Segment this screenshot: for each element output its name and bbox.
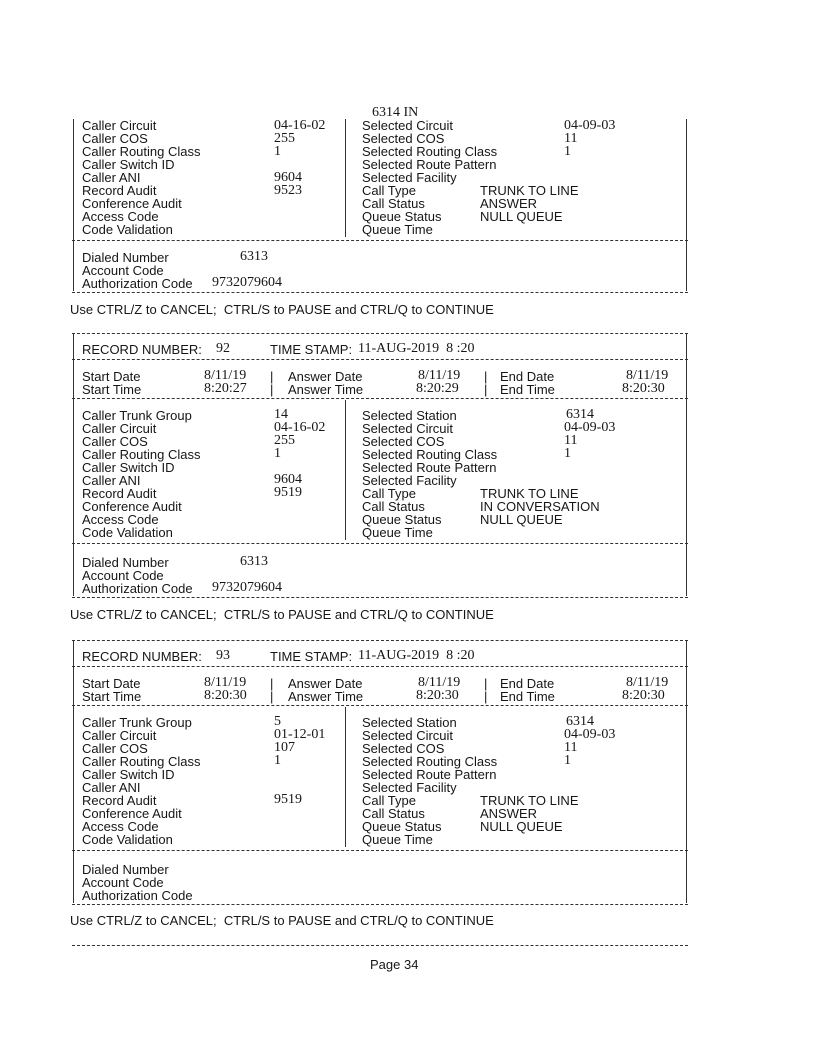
separator-pipe: | bbox=[270, 369, 274, 384]
field-value: 1 bbox=[564, 446, 571, 461]
field-label: Caller Trunk Group bbox=[82, 408, 192, 423]
field-label: Call Status bbox=[362, 499, 425, 514]
field-label: Selected COS bbox=[362, 741, 445, 756]
field-value: 1 bbox=[564, 144, 571, 159]
field-label: Selected COS bbox=[362, 131, 445, 146]
field-value: 8/11/19 bbox=[418, 368, 461, 383]
field-label: Caller Routing Class bbox=[82, 144, 201, 159]
record-number: 93 bbox=[216, 648, 230, 663]
field-value: ANSWER bbox=[480, 806, 538, 821]
field-value: 107 bbox=[274, 740, 295, 755]
field-value: 8:20:30 bbox=[622, 688, 665, 703]
field-label: Record Audit bbox=[82, 183, 157, 198]
field-label: End Time bbox=[500, 689, 555, 704]
field-label: Code Validation bbox=[82, 222, 173, 237]
separator-pipe: | bbox=[484, 676, 488, 691]
field-value: 9732079604 bbox=[212, 275, 282, 290]
field-label: Access Code bbox=[82, 512, 159, 527]
field-value: 04-09-03 bbox=[564, 727, 616, 742]
column-separator bbox=[345, 400, 346, 540]
field-label: Account Code bbox=[82, 263, 164, 278]
separator-pipe: | bbox=[270, 689, 274, 704]
field-label: Account Code bbox=[82, 875, 164, 890]
field-value: 255 bbox=[274, 433, 295, 448]
field-label: Caller ANI bbox=[82, 170, 141, 185]
field-label: Caller ANI bbox=[82, 473, 141, 488]
field-label: Caller Circuit bbox=[82, 728, 157, 743]
divider bbox=[72, 543, 688, 544]
field-label: Answer Time bbox=[288, 382, 364, 397]
field-label: Selected Facility bbox=[362, 473, 457, 488]
field-value: 8:20:27 bbox=[204, 381, 247, 396]
left-border bbox=[73, 641, 74, 903]
page-number: Page 34 bbox=[370, 957, 419, 972]
partial-header-fragment: 6314 IN bbox=[372, 105, 419, 120]
field-label: Selected Circuit bbox=[362, 421, 454, 436]
field-value: 6313 bbox=[240, 249, 268, 264]
field-label: Selected Station bbox=[362, 715, 457, 730]
field-value: 8/11/19 bbox=[626, 675, 669, 690]
field-label: Conference Audit bbox=[82, 806, 182, 821]
field-value: NULL QUEUE bbox=[480, 209, 563, 224]
field-label: Call Type bbox=[362, 183, 416, 198]
field-label: Access Code bbox=[82, 209, 159, 224]
field-value: 11 bbox=[564, 433, 578, 448]
field-label: Selected Circuit bbox=[362, 728, 454, 743]
left-border bbox=[73, 119, 74, 291]
field-label: Caller COS bbox=[82, 434, 148, 449]
divider bbox=[72, 359, 688, 360]
field-value: 1 bbox=[564, 753, 571, 768]
field-label: Start Time bbox=[82, 382, 142, 397]
field-label: Conference Audit bbox=[82, 196, 182, 211]
separator-pipe: | bbox=[484, 689, 488, 704]
field-value: TRUNK TO LINE bbox=[480, 486, 579, 501]
field-label: Caller Switch ID bbox=[82, 157, 175, 172]
field-value: 04-16-02 bbox=[274, 118, 326, 133]
field-value: 04-09-03 bbox=[564, 420, 616, 435]
timestamp-label: TIME STAMP: bbox=[270, 342, 353, 357]
divider bbox=[72, 850, 688, 851]
column-separator bbox=[345, 707, 346, 847]
field-label: Caller Routing Class bbox=[82, 447, 201, 462]
field-value: 1 bbox=[274, 446, 281, 461]
field-label: Selected Routing Class bbox=[362, 447, 498, 462]
field-label: Authorization Code bbox=[82, 888, 193, 903]
divider bbox=[72, 904, 688, 905]
field-value: TRUNK TO LINE bbox=[480, 793, 579, 808]
field-label: Access Code bbox=[82, 819, 159, 834]
field-label: End Time bbox=[500, 382, 555, 397]
field-label: Caller Switch ID bbox=[82, 460, 175, 475]
field-label: Caller Circuit bbox=[82, 421, 157, 436]
field-label: Selected Routing Class bbox=[362, 144, 498, 159]
field-label: Record Audit bbox=[82, 486, 157, 501]
field-label: Selected Route Pattern bbox=[362, 460, 497, 475]
field-label: Selected Circuit bbox=[362, 118, 454, 133]
field-label: Caller Circuit bbox=[82, 118, 157, 133]
field-label: Queue Status bbox=[362, 512, 442, 527]
timestamp: 11-AUG-2019 8 :20 bbox=[358, 648, 475, 663]
divider bbox=[72, 292, 688, 293]
separator-pipe: | bbox=[270, 676, 274, 691]
field-label: Selected COS bbox=[362, 434, 445, 449]
field-label: Code Validation bbox=[82, 525, 173, 540]
field-value: 8:20:30 bbox=[622, 381, 665, 396]
field-value: ANSWER bbox=[480, 196, 538, 211]
field-label: Call Status bbox=[362, 196, 425, 211]
field-label: Caller ANI bbox=[82, 780, 141, 795]
field-label: Selected Route Pattern bbox=[362, 157, 497, 172]
field-value: 1 bbox=[274, 753, 281, 768]
divider bbox=[72, 597, 688, 598]
divider bbox=[72, 705, 688, 706]
cancel-instructions: Use CTRL/Z to CANCEL; CTRL/S to PAUSE and CTRL/Q to CONTINUE bbox=[70, 607, 494, 622]
left-border bbox=[73, 334, 74, 596]
timestamp-label: TIME STAMP: bbox=[270, 649, 353, 664]
record-number: 92 bbox=[216, 341, 230, 356]
field-label: End Date bbox=[500, 369, 555, 384]
field-label: Selected Station bbox=[362, 408, 457, 423]
field-label: Dialed Number bbox=[82, 555, 169, 570]
field-value: 255 bbox=[274, 131, 295, 146]
field-value: 9604 bbox=[274, 170, 302, 185]
record-number-label: RECORD NUMBER: bbox=[82, 342, 202, 357]
field-label: Dialed Number bbox=[82, 862, 169, 877]
field-value: 9732079604 bbox=[212, 580, 282, 595]
column-separator bbox=[345, 119, 346, 237]
field-label: Authorization Code bbox=[82, 581, 193, 596]
divider bbox=[72, 398, 688, 399]
field-label: Conference Audit bbox=[82, 499, 182, 514]
field-value: 8:20:30 bbox=[416, 688, 459, 703]
cancel-instructions: Use CTRL/Z to CANCEL; CTRL/S to PAUSE and CTRL/Q to CONTINUE bbox=[70, 302, 494, 317]
field-label: Call Status bbox=[362, 806, 425, 821]
field-value: 8/11/19 bbox=[204, 368, 247, 383]
right-border bbox=[686, 641, 687, 903]
field-label: Caller COS bbox=[82, 131, 148, 146]
divider bbox=[72, 640, 688, 641]
right-border bbox=[686, 119, 687, 291]
field-value: 11 bbox=[564, 131, 578, 146]
field-label: Call Type bbox=[362, 793, 416, 808]
field-value: 9519 bbox=[274, 485, 302, 500]
field-label: Start Date bbox=[82, 676, 141, 691]
field-label: Caller COS bbox=[82, 741, 148, 756]
field-value: NULL QUEUE bbox=[480, 819, 563, 834]
separator-pipe: | bbox=[484, 382, 488, 397]
field-value: 5 bbox=[274, 714, 281, 729]
field-label: Answer Date bbox=[288, 369, 363, 384]
field-value: NULL QUEUE bbox=[480, 512, 563, 527]
record-number-label: RECORD NUMBER: bbox=[82, 649, 202, 664]
timestamp: 11-AUG-2019 8 :20 bbox=[358, 341, 475, 356]
field-value: 04-09-03 bbox=[564, 118, 616, 133]
field-label: Answer Time bbox=[288, 689, 364, 704]
field-value: 8:20:29 bbox=[416, 381, 459, 396]
field-label: Queue Time bbox=[362, 222, 433, 237]
field-label: Account Code bbox=[82, 568, 164, 583]
field-value: 8/11/19 bbox=[418, 675, 461, 690]
field-label: Start Date bbox=[82, 369, 141, 384]
separator-pipe: | bbox=[484, 369, 488, 384]
divider bbox=[72, 240, 688, 241]
divider bbox=[72, 666, 688, 667]
field-label: Queue Status bbox=[362, 209, 442, 224]
field-label: Authorization Code bbox=[82, 276, 193, 291]
field-label: Selected Route Pattern bbox=[362, 767, 497, 782]
field-label: Code Validation bbox=[82, 832, 173, 847]
field-value: 11 bbox=[564, 740, 578, 755]
field-label: Call Type bbox=[362, 486, 416, 501]
field-value: 9604 bbox=[274, 472, 302, 487]
field-label: Start Time bbox=[82, 689, 142, 704]
field-value: 1 bbox=[274, 144, 281, 159]
field-value: 04-16-02 bbox=[274, 420, 326, 435]
field-label: Queue Time bbox=[362, 525, 433, 540]
field-label: Dialed Number bbox=[82, 250, 169, 265]
field-value: 8/11/19 bbox=[204, 675, 247, 690]
field-value: 6313 bbox=[240, 554, 268, 569]
field-value: 9523 bbox=[274, 183, 302, 198]
field-value: 6314 bbox=[566, 407, 594, 422]
field-value: 8:20:30 bbox=[204, 688, 247, 703]
field-label: Caller Trunk Group bbox=[82, 715, 192, 730]
divider bbox=[72, 333, 688, 334]
field-value: 14 bbox=[274, 407, 288, 422]
field-label: Selected Facility bbox=[362, 780, 457, 795]
field-value: 01-12-01 bbox=[274, 727, 326, 742]
field-label: Selected Facility bbox=[362, 170, 457, 185]
right-border bbox=[686, 334, 687, 596]
field-label: Queue Time bbox=[362, 832, 433, 847]
field-value: TRUNK TO LINE bbox=[480, 183, 579, 198]
field-label: Queue Status bbox=[362, 819, 442, 834]
field-value: 9519 bbox=[274, 792, 302, 807]
field-label: Caller Switch ID bbox=[82, 767, 175, 782]
cancel-instructions: Use CTRL/Z to CANCEL; CTRL/S to PAUSE and CTRL/Q to CONTINUE bbox=[70, 913, 494, 928]
field-value: IN CONVERSATION bbox=[480, 499, 600, 514]
field-label: Record Audit bbox=[82, 793, 157, 808]
field-label: Answer Date bbox=[288, 676, 363, 691]
field-value: 8/11/19 bbox=[626, 368, 669, 383]
field-label: End Date bbox=[500, 676, 555, 691]
field-value: 6314 bbox=[566, 714, 594, 729]
field-label: Selected Routing Class bbox=[362, 754, 498, 769]
divider bbox=[72, 945, 688, 946]
field-label: Caller Routing Class bbox=[82, 754, 201, 769]
separator-pipe: | bbox=[270, 382, 274, 397]
